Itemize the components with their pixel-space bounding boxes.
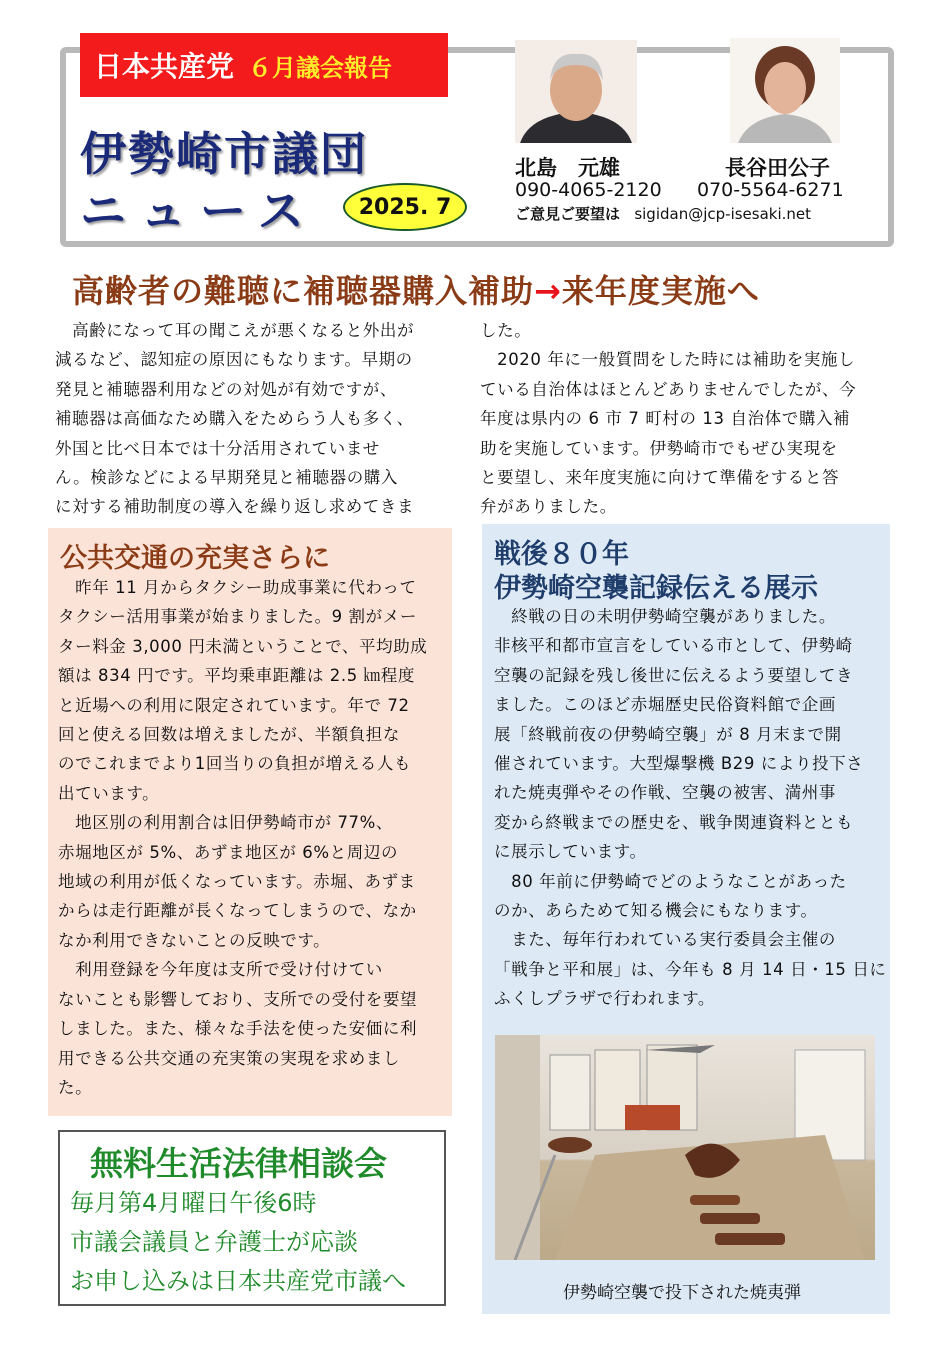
text-line: に対する補助制度の導入を繰り返し求めてきま	[55, 497, 415, 517]
text-line: ました。このほど赤堀歴史民俗資料館で企画	[494, 695, 836, 715]
member-name: 長谷田公子	[725, 156, 830, 180]
text-line: 回と使える回数は増えましたが、半額負担な	[58, 725, 400, 745]
headline-text: 来年度実施へ	[561, 272, 760, 310]
contact-email[interactable]: sigidan@jcp-isesaki.net	[634, 205, 812, 223]
text-line: 補聴器は高価なため購入をためらう人も多く、	[55, 409, 414, 429]
text-line: ないことも影響しており、支所での受付を要望	[58, 989, 418, 1009]
text-line: ター料金 3,000 円未満ということで、平均助成	[58, 636, 428, 656]
text-line: 80 年前に伊勢崎でどのようなことがあった	[494, 871, 847, 891]
hearing-article-right	[480, 316, 856, 522]
text-line: のでこれまでより1回当りの負担が増える人も	[58, 754, 412, 774]
war-subtitle: 伊勢崎空襲記録伝える展示	[494, 573, 818, 604]
text-line: 催されています。大型爆撃機 B29 により投下さ	[494, 754, 864, 774]
text-line: 市議会議員と弁護士が応談	[70, 1228, 358, 1256]
text-line: なか利用できないことの反映です。	[58, 930, 331, 950]
text-line: お申し込みは日本共産党市議へ	[70, 1267, 406, 1295]
text-line: ている自治体はほとんどありませんでしたが、今	[480, 379, 857, 399]
text-line: のか、あらためて知る機会にもなります。	[494, 901, 818, 921]
transit-article	[48, 528, 452, 1116]
masthead-title: 伊勢崎市議団	[80, 127, 368, 181]
member-photo-haseda	[730, 38, 840, 143]
masthead-subtitle: ニュース	[80, 184, 318, 238]
text-line: 2020 年に一般質問をした時には補助を実施し	[480, 350, 856, 370]
hearing-article-left	[55, 316, 414, 522]
text-line: 毎月第4月曜日午後6時	[70, 1189, 317, 1217]
text-line: 非核平和都市宣言をしている市として、伊勢崎	[494, 636, 853, 656]
text-line: 「戦争と平和展」は、今年も 8 月 14 日・15 日に	[494, 959, 887, 979]
issue-date-badge: 2025. 7	[343, 183, 467, 231]
war-body	[494, 602, 887, 1014]
transit-body	[58, 573, 427, 1102]
party-name: 日本共産党	[94, 50, 235, 83]
text-line: 額は 834 円です。平均乗車距離は 2.5 ㎞程度	[58, 666, 415, 686]
text-line: に展示しています。	[494, 842, 647, 862]
portrait-icon	[730, 38, 840, 143]
text-line: た。	[58, 1077, 93, 1097]
text-line: 地域の利用が低くなっています。赤堀、あずま	[58, 872, 416, 892]
legal-body	[70, 1184, 406, 1301]
text-line: 発見と補聴器利用などの対処が有効ですが、	[55, 379, 397, 399]
text-line: と近場への利用に限定されています。年で 72	[58, 695, 410, 715]
text-line: ふくしプラザで行われます。	[494, 989, 715, 1009]
text-line: 助を実施しています。伊勢崎市でもぜひ実現を	[480, 438, 838, 458]
text-line: 外国と比べ日本では十分活用されていませ	[55, 438, 380, 458]
headline-text: 高齢者の難聴に補聴器購入補助	[72, 272, 535, 310]
member-phone: 070-5564-6271	[697, 179, 844, 201]
text-line: 赤堀地区が 5%、あずま地区が 6%と周辺の	[58, 842, 399, 862]
main-headline	[72, 266, 760, 312]
exhibit-photo	[495, 1035, 875, 1260]
photo-caption: 伊勢崎空襲で投下された焼夷弾	[563, 1283, 801, 1303]
report-title: ６月議会報告	[248, 53, 393, 82]
text-line: 出ています。	[58, 783, 160, 803]
text-line: 弁がありました。	[480, 497, 617, 517]
text-line: ん。検診などによる早期発見と補聴器の購入	[55, 468, 398, 488]
transit-title: 公共交通の充実さらに	[60, 543, 330, 574]
member-name: 北島 元雄	[515, 156, 620, 180]
member-photo-kitajima	[515, 40, 637, 143]
text-line: 減るなど、認知症の原因にもなります。早期の	[55, 350, 413, 370]
text-line: 年度は県内の 6 市 7 町村の 13 自治体で購入補	[480, 409, 851, 429]
member-phone: 090-4065-2120	[515, 179, 662, 201]
exhibit-image-icon	[495, 1035, 875, 1260]
legal-title: 無料生活法律相談会	[90, 1144, 387, 1183]
arrow-right-icon: →	[534, 272, 562, 310]
text-line: また、毎年行われている実行委員会主催の	[494, 930, 836, 950]
text-line: からは走行距離が長くなってしまうので、なか	[58, 901, 417, 921]
text-line: 展「終戦前夜の伊勢崎空襲」が 8 月末まで開	[494, 724, 842, 744]
contact-label: ご意見ご要望は	[515, 205, 621, 223]
war-title: 戦後８０年	[494, 539, 629, 570]
report-banner	[80, 33, 448, 97]
text-line: と要望し、来年度実施に向けて準備をすると答	[480, 468, 840, 488]
text-line: した。	[480, 321, 532, 340]
text-line: 終戦の日の未明伊勢崎空襲がありました。	[494, 607, 836, 626]
text-line: れた焼夷弾やその作戦、空襲の被害、満州事	[494, 783, 836, 803]
text-line: タクシー活用事業が始まりました。9 割がメー	[58, 607, 417, 627]
text-line: 地区別の利用割合は旧伊勢崎市が 77%、	[58, 813, 394, 833]
text-line: 空襲の記録を残し後世に伝えるよう要望してき	[494, 665, 854, 685]
text-line: 昨年 11 月からタクシー助成事業に代わって	[58, 578, 417, 597]
text-line: 変から終戦までの歴史を、戦争関連資料ととも	[494, 812, 854, 832]
text-line: 用できる公共交通の充実策の実現を求めまし	[58, 1048, 400, 1068]
text-line: 利用登録を今年度は支所で受け付けてい	[58, 960, 383, 980]
text-line: 高齢になって耳の聞こえが悪くなると外出が	[55, 321, 415, 340]
portrait-icon	[515, 40, 637, 143]
legal-consultation-box	[58, 1130, 446, 1306]
text-line: しました。また、様々な手法を使った安価に利	[58, 1019, 418, 1039]
